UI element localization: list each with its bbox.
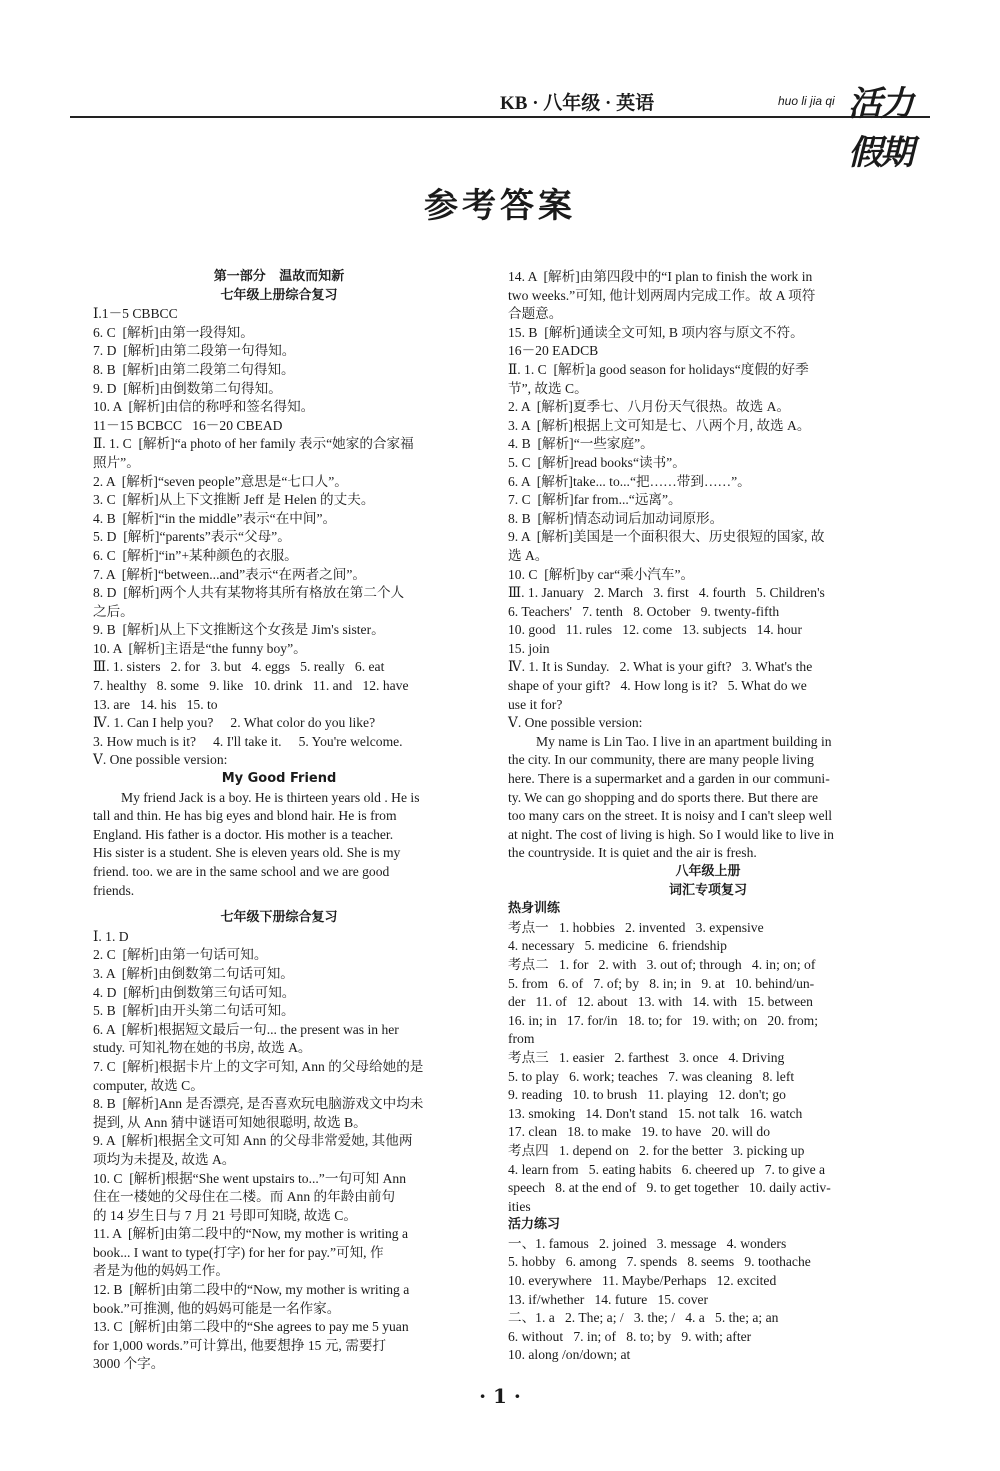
answer-line: 5. to play 6. work; teaches 7. was cleaning 8. left: [508, 1068, 795, 1084]
answer-line: 5. from 6. of 7. of; by 8. in; in 9. at 10. behind/un-: [508, 975, 815, 991]
brand-logo: 活力假期: [848, 84, 912, 173]
brand-pinyin: huo li jia qi: [778, 94, 835, 108]
answer-line: Ⅳ. 1. It is Sunday. 2. What is your gift? 3. What's the: [508, 659, 813, 675]
section-heading: 第一部分 温故而知新: [213, 269, 345, 284]
answer-line: 项均为未提及, 故选 A。: [93, 1151, 236, 1167]
answer-line: Ⅰ. 1. D: [93, 928, 129, 944]
answer-line: 3. A [解析]由倒数第二句话可知。: [93, 965, 294, 981]
answer-line: friend. too. we are in the same school and we are good: [93, 864, 390, 879]
answer-line: use it for?: [508, 696, 563, 712]
section-heading: 词汇专项复习: [668, 882, 747, 898]
answer-line: ities: [508, 1198, 531, 1214]
answer-line: the city. In our community, there are many people living: [508, 752, 814, 768]
answer-line: 7. C [解析]far from...“远离”。: [508, 492, 682, 508]
answer-line: 9. B [解析]从上下文推断这个女孩是 Jim's sister。: [93, 622, 385, 638]
answer-line: 8. B [解析]由第二段第二句得知。: [93, 361, 295, 377]
answer-line: from: [508, 1031, 535, 1047]
answer-line: 6. C [解析]由第一段得知。: [93, 324, 254, 340]
answer-line: 3. A [解析]根据上文可知是七、八两个月, 故选 A。: [508, 417, 811, 433]
answer-line: 15. B [解析]通读全文可知, B 项内容与原文不符。: [508, 324, 804, 340]
answer-line: computer, 故选 C。: [93, 1077, 204, 1093]
answer-line: 4. B [解析]“一些家庭”。: [508, 436, 654, 452]
answer-line: 17. clean 18. to make 19. to have 20. will do: [508, 1124, 771, 1140]
answer-line: 14. A [解析]由第四段中的“I plan to finish the work in: [508, 269, 813, 284]
answer-line: at night. The cost of living is high. So I would like to live in: [508, 826, 834, 842]
answer-line: 8. D [解析]两个人共有某物将其所有格放在第二个人: [93, 585, 405, 601]
answer-line: 10. good 11. rules 12. come 13. subjects 14. hour: [508, 622, 802, 638]
answer-line: My name is Lin Tao. I live in an apartment building in: [536, 733, 832, 749]
answer-line: Ⅱ. 1. C [解析]a good season for holidays“度假的好季: [508, 361, 809, 377]
answer-line: 5. C [解析]read books“读书”。: [508, 454, 686, 470]
answer-line: 16. in; in 17. for/in 18. to; for 19. with; on 20. from;: [508, 1012, 818, 1028]
page-title: 参考答案: [424, 186, 576, 226]
section-heading: 七年级下册综合复习: [220, 910, 338, 926]
answer-line: 考点二 1. for 2. with 3. out of; through 4. in; on; of: [508, 956, 816, 972]
answer-line: 之后。: [93, 603, 134, 619]
answer-line: 10. C [解析]by car“乘小汽车”。: [508, 566, 695, 582]
answer-line: His sister is a student. She is eleven years old. She is my: [93, 845, 401, 861]
answer-line: 8. B [解析]情态动词后加动词原形。: [508, 510, 724, 526]
answer-line: 16－20 EADCB: [508, 343, 599, 359]
answer-line: 2. A [解析]夏季七、八月份天气很热。故选 A。: [508, 399, 791, 415]
answer-line: 10. along /on/down; at: [508, 1347, 631, 1363]
answer-line: 2. A [解析]“seven people”意思是“七口人”。: [93, 473, 348, 489]
answer-line: too many cars on the street. It is noisy and I can't sleep well: [508, 808, 833, 824]
answer-line: book.”可推测, 他的妈妈可能是一名作家。: [93, 1300, 341, 1316]
answer-line: My friend Jack is a boy. He is thirteen years old . He is: [121, 789, 420, 805]
answer-line: friends.: [93, 882, 135, 898]
answer-line: 2. C [解析]由第一句话可知。: [93, 947, 268, 963]
answer-line: shape of your gift? 4. How long is it? 5. What do we: [508, 678, 807, 694]
subsection-heading: 热身训练: [508, 901, 561, 917]
section-heading: My Good Friend: [221, 771, 337, 787]
answer-line: 5. D [解析]“parents”表示“父母”。: [93, 529, 291, 545]
answer-line: 4. necessary 5. medicine 6. friendship: [508, 938, 727, 954]
answer-line: 6. C [解析]“in”+某种颜色的衣服。: [93, 547, 298, 563]
answer-line: here. There is a supermarket and a garden in our communi-: [508, 771, 830, 787]
answer-line: 5. B [解析]由开头第二句话可知。: [93, 1003, 295, 1019]
answer-line: the countryside. It is quiet and the air is fresh.: [508, 845, 757, 861]
answer-line: 考点三 1. easier 2. farthest 3. once 4. Driving: [508, 1049, 785, 1065]
answer-line: 7. A [解析]“between...and”表示“在两者之间”。: [93, 566, 366, 582]
answer-line: 4. learn from 5. eating habits 6. cheered up 7. to give a: [508, 1161, 826, 1177]
answer-line: 选 A。: [508, 547, 549, 563]
answer-line: 8. B [解析]Ann 是否漂亮, 是否喜欢玩电脑游戏文中均未: [93, 1096, 424, 1112]
answer-line: 7. C [解析]根据卡片上的文字可知, Ann 的父母给她的是: [93, 1058, 424, 1074]
section-heading: 七年级上册综合复习: [220, 287, 338, 303]
answer-line: Ⅳ. 1. Can I help you? 2. What color do you like?: [93, 715, 376, 731]
answer-line: [93, 900, 465, 909]
answer-line: 9. A [解析]美国是一个面积很大、历史很短的国家, 故: [508, 529, 825, 545]
answer-line: Ⅱ. 1. C [解析]“a photo of her family 表示“她家的合家福: [93, 436, 414, 452]
answer-line: 者是为他的妈妈工作。: [93, 1263, 229, 1279]
left-column: [93, 268, 465, 1374]
answer-line: book... I want to type(打字) for her for pay.”可知, 作: [93, 1244, 384, 1260]
answer-line: 10. everywhere 11. Maybe/Perhaps 12. excited: [508, 1273, 777, 1289]
answer-line: 11－15 BCBCC 16－20 CBEAD: [93, 417, 283, 433]
answer-line: 13. C [解析]由第二段中的“She agrees to pay me 5 yuan: [93, 1319, 409, 1335]
answer-line: ty. We can go shopping and do sports there. But there are: [508, 789, 818, 805]
page-header: [70, 70, 930, 173]
answer-line: 照片”。: [93, 454, 140, 470]
answer-line: 3. C [解析]从上下文推断 Jeff 是 Helen 的丈夫。: [93, 492, 375, 508]
answer-line: Ⅲ. 1. January 2. March 3. first 4. fourth 5. Children's: [508, 585, 825, 601]
answer-line: 3000 个字。: [93, 1356, 165, 1372]
answer-line: tall and thin. He has big eyes and blond hair. He is from: [93, 808, 397, 824]
answer-line: 10. A [解析]由信的称呼和签名得知。: [93, 399, 315, 415]
answer-line: 13. if/whether 14. future 15. cover: [508, 1291, 709, 1307]
answer-line: 4. B [解析]“in the middle”表示“在中间”。: [93, 510, 337, 526]
answer-line: 考点一 1. hobbies 2. invented 3. expensive: [508, 919, 764, 935]
answer-line: 7. D [解析]由第二段第一句得知。: [93, 343, 296, 359]
header-book-info: KB · 八年级 · 英语: [500, 93, 655, 114]
answer-line: 11. A [解析]由第二段中的“Now, my mother is writing a: [93, 1226, 409, 1242]
answer-line: 6. without 7. in; of 8. to; by 9. with; after: [508, 1328, 752, 1344]
subsection-heading: 活力练习: [508, 1217, 561, 1233]
answer-line: study. 可知礼物在她的书房, 故选 A。: [93, 1040, 312, 1056]
answer-line: 5. hobby 6. among 7. spends 8. seems 9. toothache: [508, 1254, 811, 1270]
answer-line: 7. healthy 8. some 9. like 10. drink 11. and 12. have: [93, 678, 409, 694]
right-column: [508, 268, 908, 1365]
answer-line: two weeks.”可知, 他计划两周内完成工作。故 A 项符: [508, 287, 816, 303]
answer-line: 6. Teachers' 7. tenth 8. October 9. twenty-fifth: [508, 603, 780, 619]
answer-line: 13. smoking 14. Don't stand 15. not talk 16. watch: [508, 1105, 803, 1121]
answer-line: 住在一楼她的父母住在二楼。而 Ann 的年龄由前句: [93, 1189, 396, 1205]
answer-line: 4. D [解析]由倒数第三句话可知。: [93, 984, 296, 1000]
answer-line: Ⅴ. One possible version:: [93, 752, 228, 768]
answer-line: 一、1. famous 2. joined 3. message 4. wonders: [508, 1235, 787, 1251]
answer-line: 的 14 岁生日与 7 月 21 号即可知晓, 故选 C。: [93, 1207, 357, 1223]
answer-line: Ⅲ. 1. sisters 2. for 3. but 4. eggs 5. really 6. eat: [93, 659, 385, 675]
answer-line: 9. reading 10. to brush 11. playing 12. don't; go: [508, 1087, 786, 1103]
answer-line: 10. C [解析]根据“She went upstairs to...”一句可知 Ann: [93, 1170, 407, 1186]
answer-line: der 11. of 12. about 13. with 14. with 15. between: [508, 994, 813, 1010]
answer-line: 节”, 故选 C。: [508, 380, 588, 396]
answer-line: 12. B [解析]由第二段中的“Now, my mother is writing a: [93, 1282, 410, 1298]
page-number: · 1 ·: [479, 1384, 521, 1408]
answer-line: 提到, 从 Ann 猜中谜语可知她很聪明, 故选 B。: [93, 1114, 367, 1130]
answer-line: Ⅴ. One possible version:: [508, 715, 643, 731]
answer-line: speech 8. at the end of 9. to get together 10. daily activ-: [508, 1180, 831, 1196]
answer-line: 9. A [解析]根据全文可知 Ann 的父母非常爱她, 其他两: [93, 1133, 413, 1149]
answer-line: 13. are 14. his 15. to: [93, 696, 218, 712]
answer-line: 15. join: [508, 640, 550, 656]
answer-line: Ⅰ.1－5 CBBCC: [93, 306, 178, 322]
answer-line: 合题意。: [508, 306, 563, 322]
answer-line: 二、1. a 2. The; a; / 3. the; / 4. a 5. the; a; an: [508, 1310, 779, 1326]
answer-line: for 1,000 words.”可计算出, 他要想挣 15 元, 需要打: [93, 1337, 387, 1353]
answer-line: England. His father is a doctor. His mother is a teacher.: [93, 826, 394, 842]
answer-line: 考点四 1. depend on 2. for the better 3. picking up: [508, 1142, 805, 1158]
answer-line: 6. A [解析]根据短文最后一句... the present was in her: [93, 1021, 399, 1037]
answer-line: 10. A [解析]主语是“the funny boy”。: [93, 640, 307, 656]
answer-line: 3. How much is it? 4. I'll take it. 5. You're welcome.: [93, 733, 403, 749]
answer-line: 6. A [解析]take... to...“把……带到……”。: [508, 473, 751, 489]
answer-line: 9. D [解析]由倒数第二句得知。: [93, 380, 282, 396]
section-heading: 八年级上册: [675, 864, 741, 879]
